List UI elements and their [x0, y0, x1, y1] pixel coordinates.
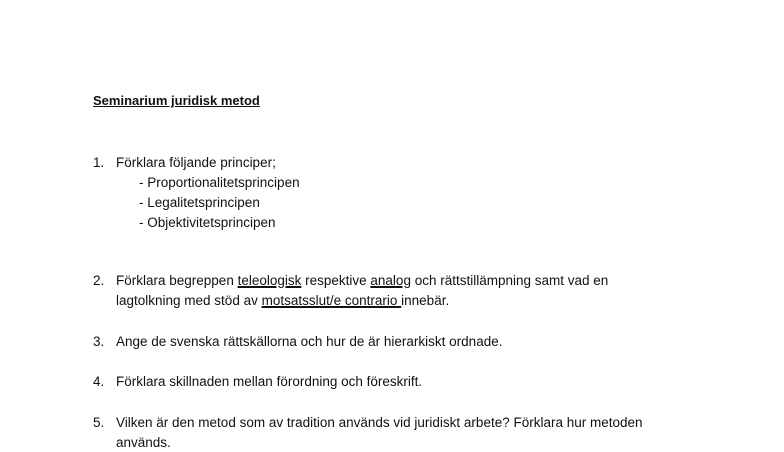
item-1-subitem-3: - Objektivitetsprincipen: [139, 215, 276, 230]
item-2-line-2: [116, 292, 449, 310]
item-2-line-2-part-2: innebär.: [401, 293, 450, 308]
item-2-line-1-part-2: respektive: [301, 273, 371, 288]
item-2-line-2-part-1: lagtolkning med stöd av: [116, 293, 262, 308]
item-2-line-1-part-3: och rättstillämpning samt vad en: [410, 273, 609, 288]
item-5-text: Vilken är den metod som av tradition används vid juridiskt arbete? Förklara hur metoden: [116, 415, 643, 430]
item-4-number: 4.: [93, 374, 105, 389]
item-2-line-1-part-1: Förklara begreppen: [116, 273, 238, 288]
item-5-number: 5.: [93, 415, 105, 430]
item-1-text: Förklara följande principer;: [116, 155, 276, 170]
item-3-text: Ange de svenska rättskällorna och hur de är hierarkiskt ordnade.: [116, 334, 503, 349]
term-analog: analog: [370, 273, 411, 288]
document-title: Seminarium juridisk metod: [93, 93, 260, 108]
item-2-number: 2.: [93, 273, 105, 288]
term-motsatsslut: motsatsslut/e contrario: [261, 293, 402, 308]
item-2-line-1: [116, 272, 608, 290]
item-4-text: Förklara skillnaden mellan förordning och föreskrift.: [116, 374, 423, 389]
item-1-subitem-1: - Proportionalitetsprincipen: [139, 175, 300, 190]
item-1-number: 1.: [93, 155, 105, 170]
term-teleologisk: teleologisk: [237, 273, 302, 288]
item-3-number: 3.: [93, 334, 105, 349]
item-1-subitem-2: - Legalitetsprincipen: [139, 195, 260, 210]
item-5-partial-line: används.: [116, 435, 171, 450]
